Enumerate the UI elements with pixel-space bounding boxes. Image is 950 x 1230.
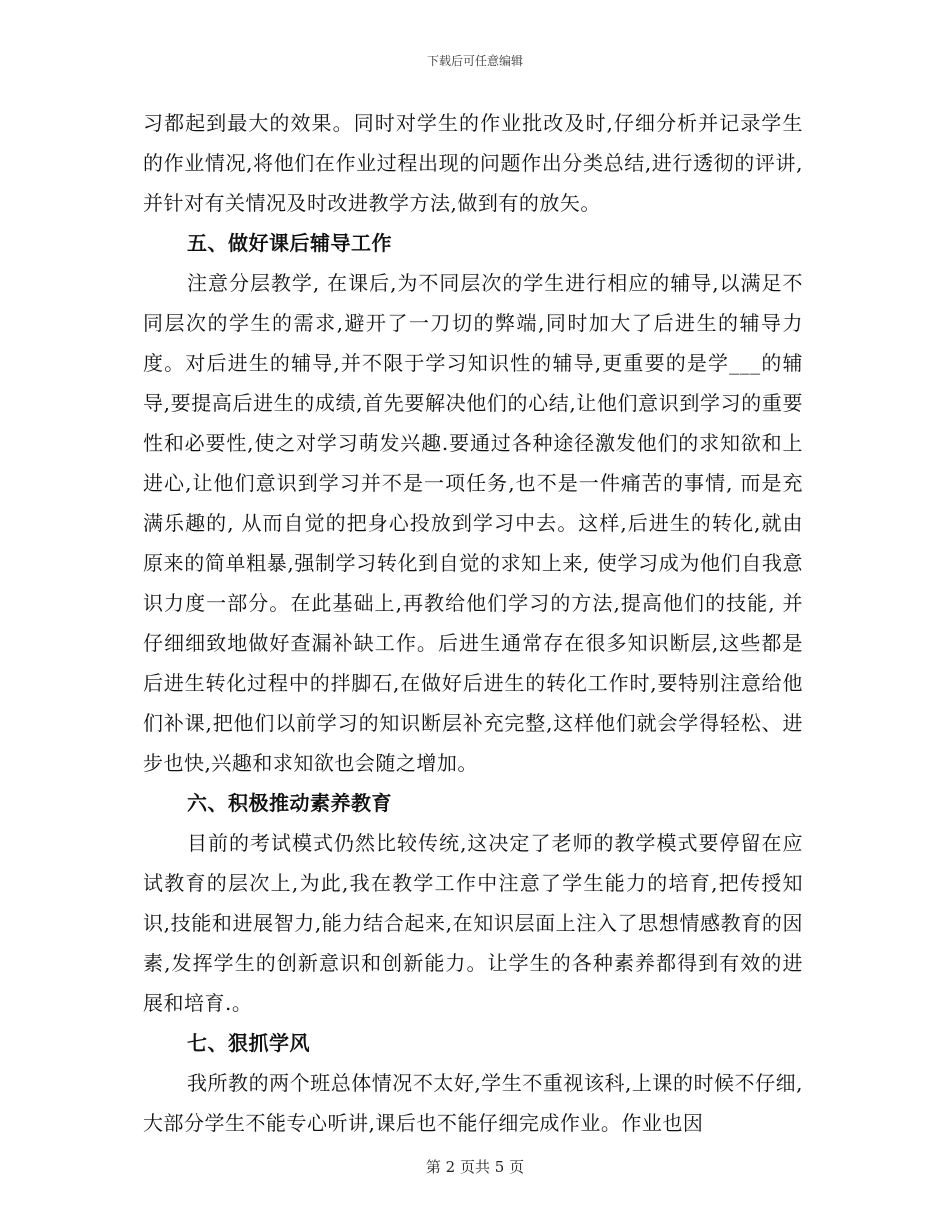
paragraph-section-5: 注意分层教学, 在课后,为不同层次的学生进行相应的辅导,以满足不同层次的学生的需求,避开了一刀切的弊端,同时加大了后进生的辅导力度。对后进生的辅导,并不限于学习知识性的辅导,更重要的是学___的辅导,要提高后进生的成绩,首先要解决他们的心结,让他们意识到学习的重要性和必要性,使之对学习萌发兴趣.要通过各种途径激发他们的求知欲和上进心,让他们意识到学习并不是一项任务,也不是一件痛苦的事情, 而是充满乐趣的, 从而自觉的把身心投放到学习中去。这样,后进生的转化,就由原来的简单粗暴,强制学习转化到自觉的求知上来, 使学习成为他们自我意识力度一部分。在此基础上,再教给他们学习的方法,提高他们的技能, 并仔细细致地做好查漏补缺工作。后进生通常存在很多知识断层,这些都是后进生转化过程中的拌脚石,在做好后进生的转化工作时,要特别注意给他们补课,把他们以前学习的知识断层补充完整,这样他们就会学得轻松、进步也快,兴趣和求知欲也会随之增加。 xyxy=(143,271,803,775)
paragraph-section-7: 我所教的两个班总体情况不太好,学生不重视该科,上课的时候不仔细,大部分学生不能专心听讲,课后也不能仔细完成作业。作业也因 xyxy=(143,1071,803,1135)
section-heading-6: 六、积极推动素养教育 xyxy=(187,791,392,815)
section-heading-5: 五、做好课后辅导工作 xyxy=(187,231,392,255)
page-header: 下载后可任意编辑 xyxy=(426,54,523,68)
section-heading-7: 七、狠抓学风 xyxy=(187,1031,310,1055)
paragraph-intro: 习都起到最大的效果。同时对学生的作业批改及时,仔细分析并记录学生的作业情况,将他们在作业过程出现的问题作出分类总结,进行透彻的评讲,并针对有关情况及时改进教学方法,做到有的放矢。 xyxy=(143,111,803,215)
paragraph-section-6: 目前的考试模式仍然比较传统,这决定了老师的教学模式要停留在应试教育的层次上,为此,我在教学工作中注意了学生能力的培育,把传授知识,技能和进展智力,能力结合起来,在知识层面上注入了思想情感教育的因素,发挥学生的创新意识和创新能力。让学生的各种素养都得到有效的进展和培育.。 xyxy=(143,831,803,1015)
page-number-footer: 第 2 页共 5 页 xyxy=(425,1158,525,1176)
document-body xyxy=(143,103,803,1143)
